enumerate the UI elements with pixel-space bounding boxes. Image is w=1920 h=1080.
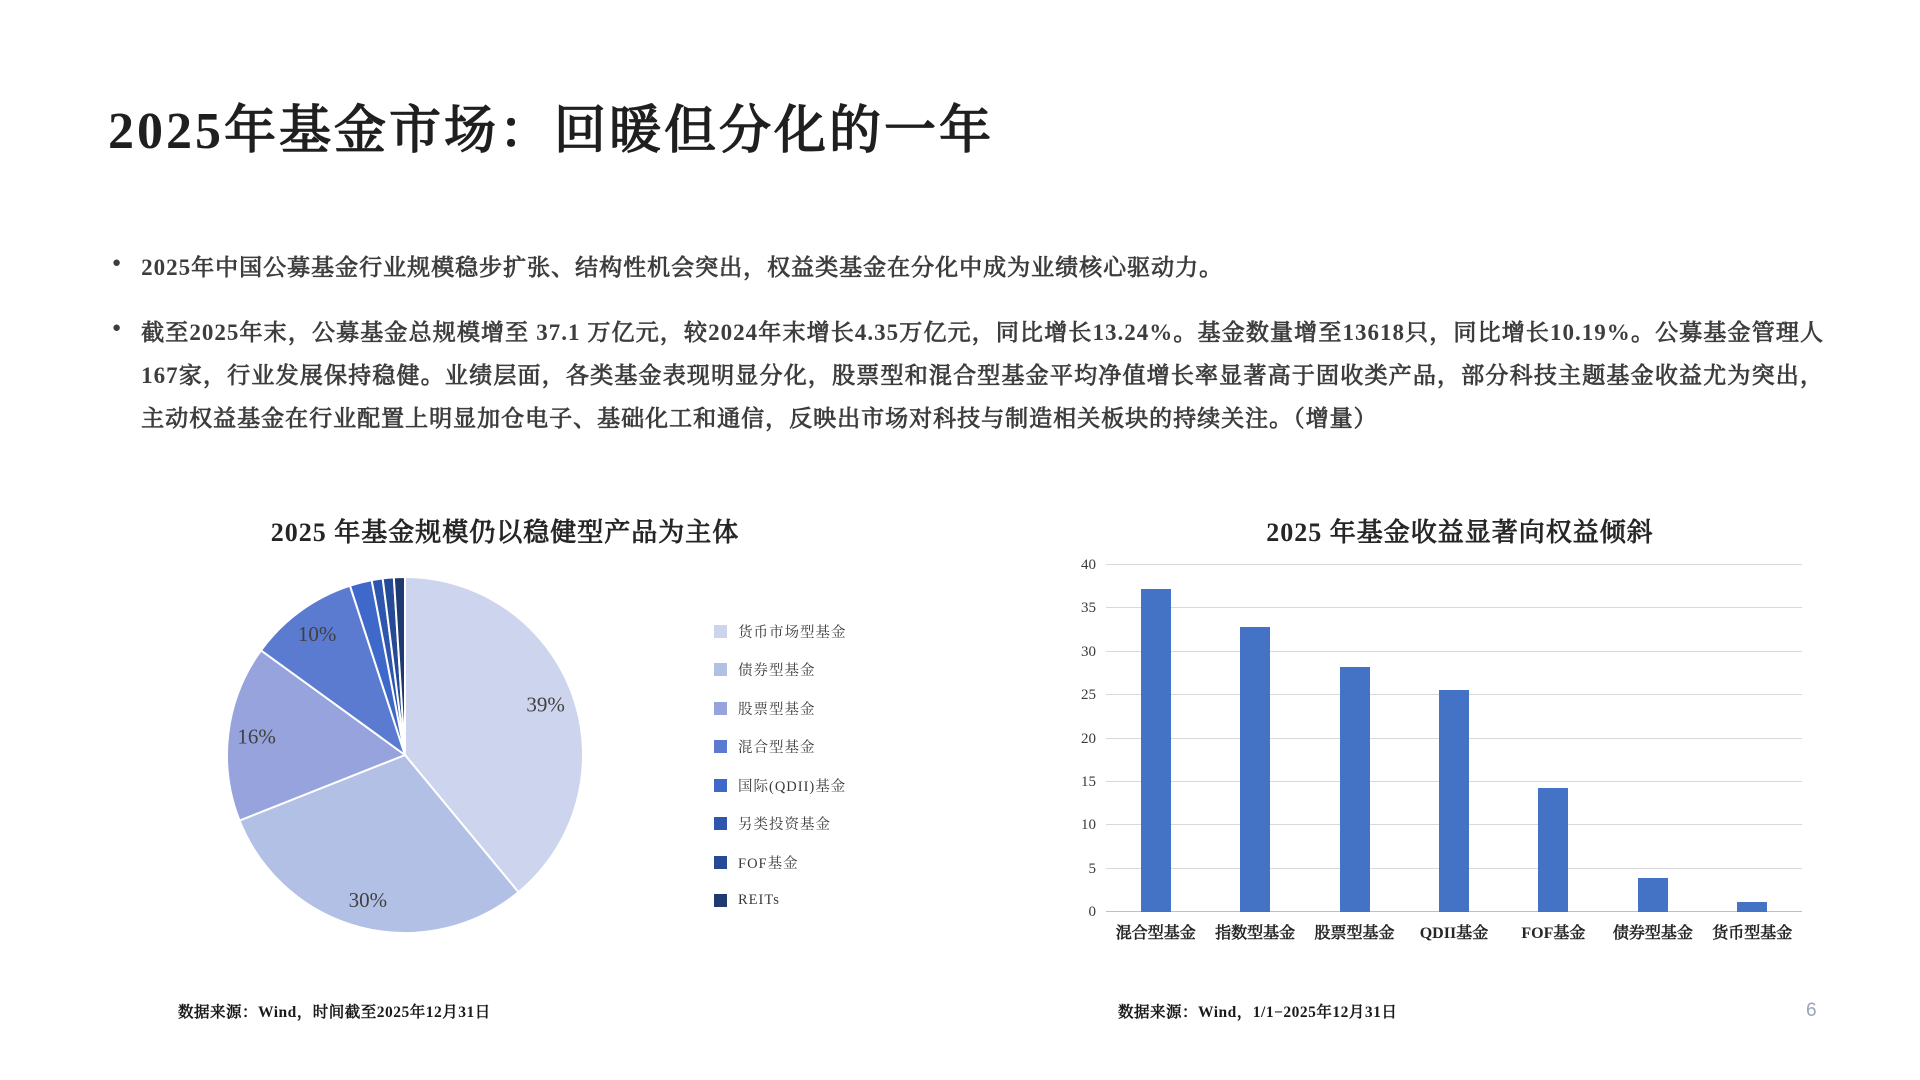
bar-column: [1603, 878, 1702, 912]
legend-label: 另类投资基金: [738, 817, 831, 834]
bar-column: [1504, 788, 1603, 912]
y-axis-tick-label: 5: [1088, 860, 1096, 877]
bar-column: [1703, 902, 1802, 912]
legend-item: [714, 612, 847, 651]
bullet-item: [112, 311, 1824, 440]
bullet-list: [112, 246, 1824, 462]
x-axis-category-label: QDII基金: [1419, 925, 1489, 942]
bar-series: [1106, 565, 1802, 912]
legend-swatch-icon: [714, 894, 727, 907]
x-axis-category-label: 债券型基金: [1612, 925, 1693, 942]
legend-swatch-icon: [714, 817, 727, 830]
page-number: 6: [1806, 1000, 1817, 1021]
y-axis-tick-label: 20: [1081, 730, 1096, 747]
pie-source-note: 数据来源：Wind，时间截至2025年12月31日: [178, 1004, 491, 1021]
bar-chart-plot: [1081, 557, 1802, 920]
legend-swatch-icon: [714, 625, 727, 638]
bullet-text: 2025年中国公募基金行业规模稳步扩张、结构性机会突出，权益类基金在分化中成为业绩核心驱动力。: [141, 255, 1224, 280]
x-axis-category-label: FOF基金: [1521, 925, 1586, 942]
bar-chart-x-labels: [1106, 920, 1802, 943]
bar-column: [1205, 627, 1304, 912]
pie-data-label: 39%: [526, 692, 565, 717]
bar: [1737, 902, 1767, 912]
legend-label: FOF基金: [738, 855, 799, 872]
legend-label: 混合型基金: [738, 740, 816, 757]
legend-item: [714, 882, 847, 921]
legend-label: 股票型基金: [738, 701, 816, 718]
legend-item: [714, 689, 847, 728]
x-axis-category-label: 股票型基金: [1314, 925, 1395, 942]
y-axis-tick-label: 30: [1081, 643, 1096, 660]
legend-label: REITs: [738, 892, 780, 909]
y-axis-tick-label: 15: [1081, 773, 1096, 790]
pie-chart-title: 2025 年基金规模仍以稳健型产品为主体: [270, 518, 740, 547]
page-title: 2025年基金市场：回暖但分化的一年: [108, 103, 995, 160]
bar-chart-title: 2025 年基金收益显著向权益倾斜: [1266, 518, 1654, 547]
bullet-icon: ●: [112, 320, 122, 336]
pie-data-label: 10%: [297, 622, 337, 647]
legend-swatch-icon: [714, 663, 727, 676]
bar-source-note: 数据来源：Wind，1/1−2025年12月31日: [1118, 1004, 1398, 1021]
bullet-item: [112, 246, 1824, 289]
pie-data-label: 16%: [237, 724, 276, 749]
y-axis-tick-label: 40: [1081, 557, 1096, 573]
legend-label: 货币市场型基金: [738, 624, 847, 641]
pie-data-label: 30%: [348, 887, 388, 912]
bar: [1240, 627, 1270, 912]
legend-swatch-icon: [714, 740, 727, 753]
x-axis-category-label: 指数型基金: [1215, 925, 1296, 942]
pie-chart: [215, 565, 595, 945]
bar: [1141, 589, 1171, 912]
legend-label: 债券型基金: [738, 663, 816, 680]
x-axis-category-label: 货币型基金: [1712, 925, 1793, 942]
legend-item: [714, 843, 847, 882]
bullet-icon: ●: [112, 255, 122, 271]
legend-item: [714, 728, 847, 767]
y-axis-tick-label: 10: [1081, 817, 1096, 834]
bar: [1538, 788, 1568, 912]
bar: [1638, 878, 1668, 912]
bar-column: [1305, 667, 1404, 912]
legend-item: [714, 651, 847, 690]
bullet-text: 截至2025年末，公募基金总规模增至 37.1 万亿元，较2024年末增长4.35万亿元，同比增长13.24%。基金数量增至13618只，同比增长10.19%。公募基金管理人167家，行业发展保持稳健。业绩层面，各类基金表现明显分化，股票型和混合型基金平均净值增长率显著高于固收类产品，部分科技主题基金收益尤为突出，主动权益基金在行业配置上明显加仓电子、基础化工和通信，反映出市场对科技与制造相关板块的持续关注。（增量）: [141, 320, 1824, 431]
legend-swatch-icon: [714, 702, 727, 715]
legend-label: 国际(QDII)基金: [738, 778, 847, 795]
bar-column: [1404, 690, 1503, 912]
legend-swatch-icon: [714, 779, 727, 792]
bar-column: [1106, 589, 1205, 912]
legend-item: [714, 766, 847, 805]
pie-legend: [714, 612, 847, 920]
x-axis-category-label: 混合型基金: [1115, 925, 1196, 942]
y-axis-tick-label: 25: [1081, 687, 1096, 704]
bar: [1439, 690, 1469, 912]
y-axis-tick-label: 35: [1081, 600, 1096, 617]
y-axis-tick-label: 0: [1088, 904, 1096, 920]
legend-item: [714, 805, 847, 844]
legend-swatch-icon: [714, 856, 727, 869]
bar: [1340, 667, 1370, 912]
